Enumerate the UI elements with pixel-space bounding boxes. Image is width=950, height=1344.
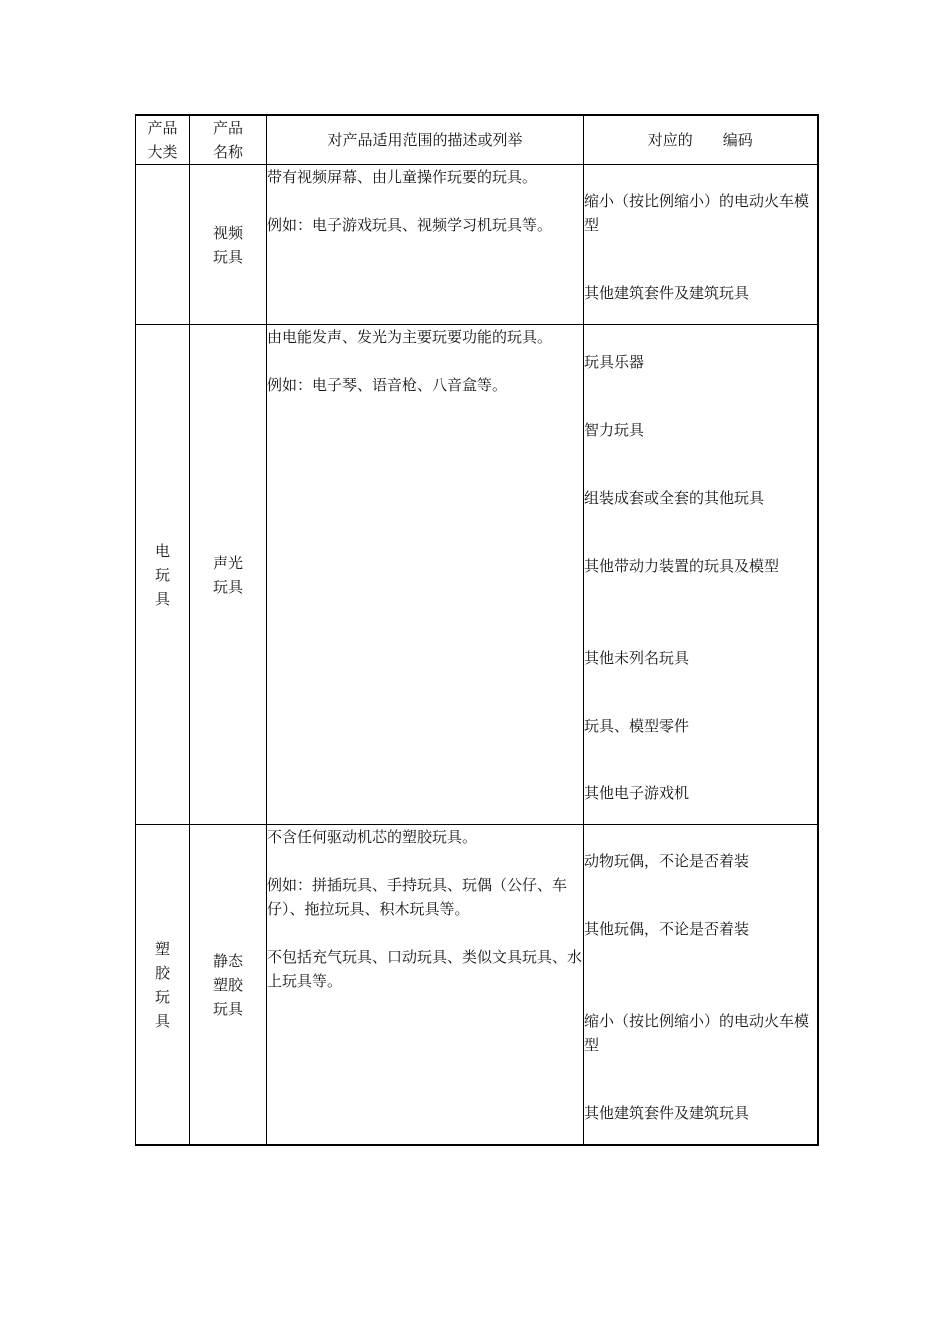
description-line: 例如：拼插玩具、手持玩具、玩偶（公仔、车仔）、拖拉玩具、积木玩具等。 bbox=[267, 876, 568, 918]
code-item: 组装成套或全套的其他玩具 bbox=[584, 489, 765, 507]
code-item: 缩小（按比例缩小）的电动火车模型 bbox=[584, 192, 810, 234]
category-cell: 电 玩 具 bbox=[136, 325, 190, 825]
scope-description-cell bbox=[267, 825, 584, 1146]
code-item: 缩小（按比例缩小）的电动火车模型 bbox=[584, 1012, 810, 1054]
description-line: 例如：电子琴、语音枪、八音盒等。 bbox=[267, 376, 508, 394]
table-row bbox=[136, 825, 818, 1146]
product-name-cell: 声光 玩具 bbox=[190, 325, 267, 825]
table-row bbox=[136, 165, 818, 325]
description-line: 不含任何驱动机芯的塑胶玩具。 bbox=[267, 828, 478, 846]
header-scope: 对产品适用范围的描述或列举 bbox=[267, 115, 584, 165]
scope-description-cell bbox=[267, 325, 584, 825]
code-item: 动物玩偶，不论是否着装 bbox=[584, 852, 750, 870]
description-line: 带有视频屏幕、由儿童操作玩要的玩具。 bbox=[267, 168, 538, 186]
category-cell bbox=[136, 165, 190, 325]
codes-cell bbox=[584, 825, 818, 1146]
code-item: 玩具乐器 bbox=[584, 353, 645, 371]
description-line: 例如：电子游戏玩具、视频学习机玩具等。 bbox=[267, 216, 553, 234]
code-item: 其他电子游戏机 bbox=[584, 784, 690, 802]
description-line: 不包括充气玩具、口动玩具、类似文具玩具、水上玩具等。 bbox=[267, 948, 583, 990]
code-item: 其他建筑套件及建筑玩具 bbox=[584, 1104, 750, 1122]
scope-description-cell bbox=[267, 165, 584, 325]
code-item: 其他未列名玩具 bbox=[584, 649, 690, 667]
table-row bbox=[136, 325, 818, 825]
code-item: 其他带动力装置的玩具及模型 bbox=[584, 557, 780, 575]
codes-cell bbox=[584, 325, 818, 825]
code-item: 其他玩偶，不论是否着装 bbox=[584, 920, 750, 938]
header-product-name: 产品 名称 bbox=[190, 115, 267, 165]
code-item: 其他建筑套件及建筑玩具 bbox=[584, 284, 750, 302]
product-name-cell: 静态 塑胶 玩具 bbox=[190, 825, 267, 1146]
code-item: 玩具、模型零件 bbox=[584, 717, 690, 735]
product-scope-table bbox=[135, 114, 819, 1146]
header-category: 产品 大类 bbox=[136, 115, 190, 165]
header-row bbox=[136, 115, 818, 165]
codes-cell bbox=[584, 165, 818, 325]
product-name-cell: 视频 玩具 bbox=[190, 165, 267, 325]
description-line: 由电能发声、发光为主要玩要功能的玩具。 bbox=[267, 328, 553, 346]
code-item: 智力玩具 bbox=[584, 421, 645, 439]
category-cell: 塑 胶 玩 具 bbox=[136, 825, 190, 1146]
header-codes: 对应的 编码 bbox=[584, 115, 818, 165]
